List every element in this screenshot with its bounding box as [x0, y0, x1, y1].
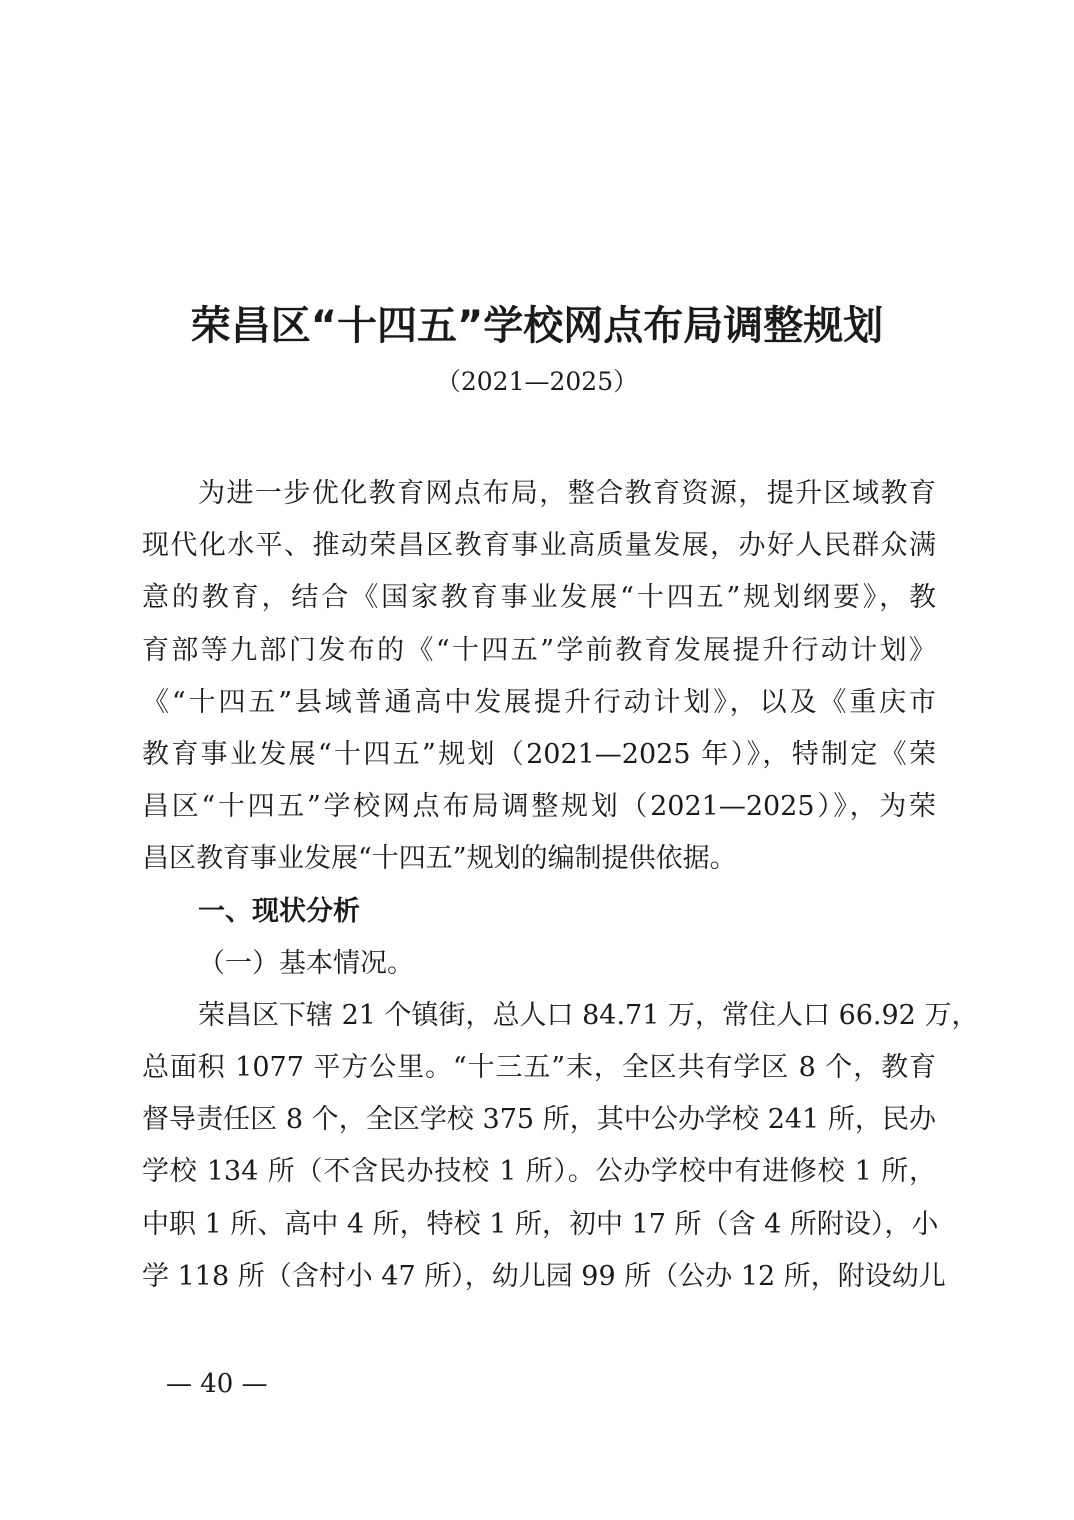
intro-line: 昌区“十四五”学校网点布局调整规划（2021—2025）》，为荣 — [142, 791, 937, 823]
page-number: — 40 — — [166, 1369, 268, 1399]
body-line: 总面积 1077 平方公里。“十三五”末，全区共有学区 8 个，教育 — [142, 1052, 936, 1084]
body-line: 荣昌区下辖 21 个镇街，总人口 84.71 万，常住人口 66.92 万， — [198, 999, 979, 1031]
body-line: 学校 134 所（不含民办技校 1 所）。公办学校中有进修校 1 所， — [142, 1156, 936, 1188]
intro-line: 现代化水平、推动荣昌区教育事业高质量发展，办好人民群众满 — [142, 530, 936, 562]
subsection-heading: （一）基本情况。 — [198, 947, 414, 979]
section-heading: 一、现状分析 — [198, 895, 360, 927]
intro-line: 《“十四五”县域普通高中发展提升行动计划》，以及《重庆市 — [142, 686, 936, 718]
intro-line: 育部等九部门发布的《“十四五”学前教育发展提升行动计划》 — [142, 634, 936, 666]
document-body — [142, 468, 979, 1303]
intro-line: 教育事业发展“十四五”规划（2021—2025 年）》，特制定《荣 — [142, 738, 936, 770]
intro-line: 昌区教育事业发展“十四五”规划的编制提供依据。 — [142, 843, 737, 875]
intro-line: 为进一步优化教育网点布局，整合教育资源，提升区域教育 — [198, 478, 936, 509]
body-line: 中职 1 所、高中 4 所，特校 1 所，初中 17 所（含 4 所附设），小 — [142, 1208, 939, 1240]
document-title: 荣昌区“十四五”学校网点布局调整规划 — [190, 303, 884, 349]
document-subtitle: （2021—2025） — [435, 367, 639, 396]
intro-line: 意的教育，结合《国家教育事业发展“十四五”规划纲要》，教 — [142, 582, 936, 614]
body-line: 学 118 所（含村小 47 所），幼儿园 99 所（公办 12 所，附设幼儿 — [142, 1260, 946, 1292]
body-line: 督导责任区 8 个，全区学校 375 所，其中公办学校 241 所，民办 — [142, 1104, 936, 1136]
